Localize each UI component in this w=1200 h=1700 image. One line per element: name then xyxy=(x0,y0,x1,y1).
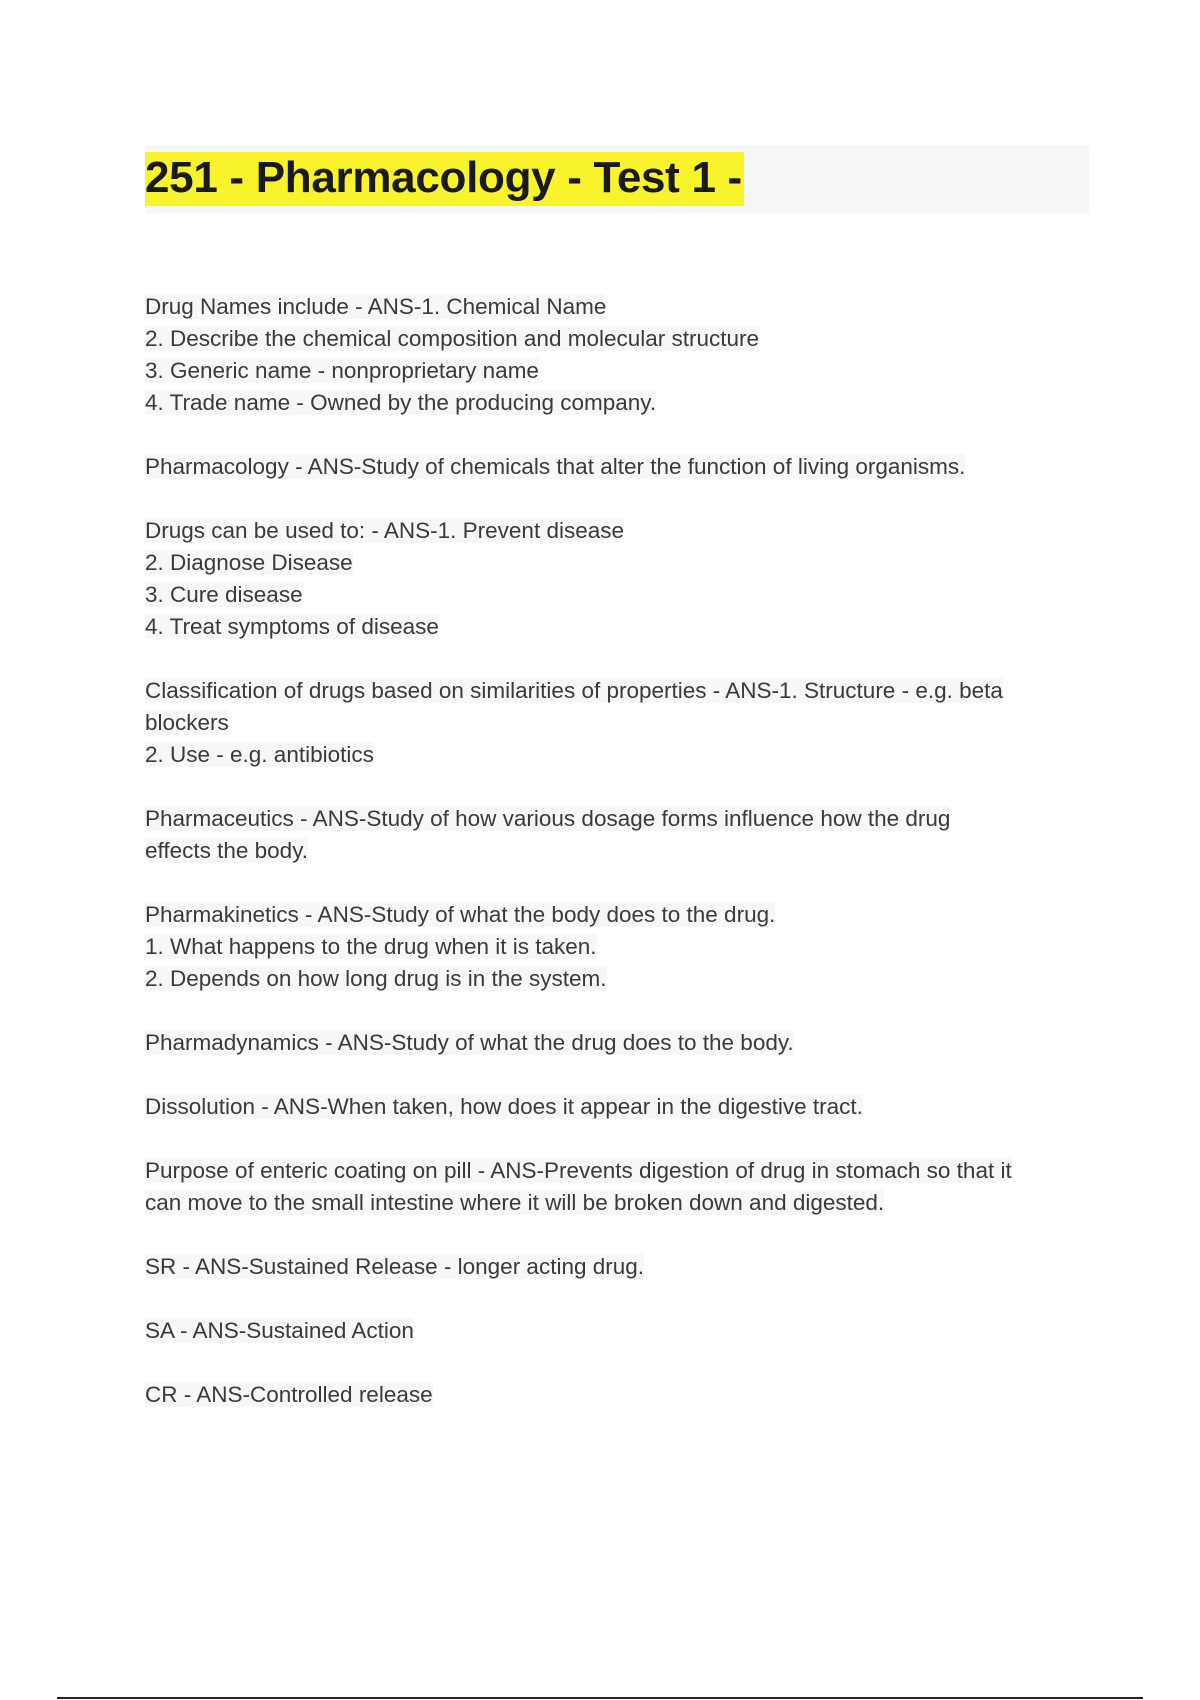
qa-line xyxy=(145,579,1089,611)
qa-line xyxy=(145,451,1089,483)
qa-text: 3. Generic name - nonproprietary name xyxy=(145,358,539,383)
qa-block-pharmakinetics xyxy=(145,899,1089,995)
qa-text: SR - ANS-Sustained Release - longer acting drug. xyxy=(145,1254,645,1279)
qa-line xyxy=(145,963,1089,995)
qa-line xyxy=(145,675,1089,707)
qa-line xyxy=(145,1027,1089,1059)
title-bar xyxy=(145,145,1089,213)
qa-text: SA - ANS-Sustained Action xyxy=(145,1318,414,1343)
qa-line xyxy=(145,1315,1089,1347)
qa-line xyxy=(145,515,1089,547)
qa-line xyxy=(145,803,1089,835)
qa-text: effects the body. xyxy=(145,838,309,863)
qa-text: 3. Cure disease xyxy=(145,582,303,607)
qa-line xyxy=(145,291,1089,323)
qa-line xyxy=(145,355,1089,387)
qa-text: Dissolution - ANS-When taken, how does it appear in the digestive tract. xyxy=(145,1094,863,1119)
qa-text: 1. What happens to the drug when it is taken. xyxy=(145,934,597,959)
qa-block-sa xyxy=(145,1315,1089,1347)
qa-text: Pharmakinetics - ANS-Study of what the body does to the drug. xyxy=(145,902,776,927)
qa-text: blockers xyxy=(145,710,229,735)
qa-text: Drugs can be used to: - ANS-1. Prevent disease xyxy=(145,518,625,543)
qa-block-cr xyxy=(145,1379,1089,1411)
qa-text: 2. Describe the chemical composition and molecular structure xyxy=(145,326,760,351)
qa-line xyxy=(145,323,1089,355)
qa-text: Drug Names include - ANS-1. Chemical Name xyxy=(145,294,607,319)
qa-line xyxy=(145,1251,1089,1283)
qa-list xyxy=(145,291,1089,1411)
qa-text: 2. Diagnose Disease xyxy=(145,550,353,575)
qa-block-pharmadynamics xyxy=(145,1027,1089,1059)
qa-text: Purpose of enteric coating on pill - ANS-Prevents digestion of drug in stomach so that it xyxy=(145,1158,1012,1183)
qa-text: 2. Depends on how long drug is in the system. xyxy=(145,966,607,991)
qa-text: Pharmaceutics - ANS-Study of how various dosage forms influence how the drug xyxy=(145,806,951,831)
qa-text: Pharmacology - ANS-Study of chemicals that alter the function of living organisms. xyxy=(145,454,966,479)
qa-line xyxy=(145,1187,1089,1219)
qa-text: Classification of drugs based on similarities of properties - ANS-1. Structure - e.g. beta xyxy=(145,678,1003,703)
qa-text: Pharmadynamics - ANS-Study of what the drug does to the body. xyxy=(145,1030,794,1055)
qa-line xyxy=(145,611,1089,643)
qa-line xyxy=(145,387,1089,419)
footer-divider xyxy=(57,1697,1143,1699)
qa-line xyxy=(145,1379,1089,1411)
qa-line xyxy=(145,547,1089,579)
qa-block-drug-uses xyxy=(145,515,1089,643)
qa-text: 4. Treat symptoms of disease xyxy=(145,614,439,639)
qa-block-pharmacology xyxy=(145,451,1089,483)
qa-line xyxy=(145,1091,1089,1123)
qa-line xyxy=(145,739,1089,771)
qa-block-dissolution xyxy=(145,1091,1089,1123)
qa-block-enteric-coating xyxy=(145,1155,1089,1219)
qa-block-classification xyxy=(145,675,1089,771)
qa-line xyxy=(145,707,1089,739)
document-title: 251 - Pharmacology - Test 1 - xyxy=(145,152,744,206)
qa-block-pharmaceutics xyxy=(145,803,1089,867)
qa-line xyxy=(145,1155,1089,1187)
qa-line xyxy=(145,931,1089,963)
qa-text: CR - ANS-Controlled release xyxy=(145,1382,433,1407)
qa-text: can move to the small intestine where it will be broken down and digested. xyxy=(145,1190,885,1215)
qa-block-sr xyxy=(145,1251,1089,1283)
qa-text: 2. Use - e.g. antibiotics xyxy=(145,742,374,767)
qa-line xyxy=(145,835,1089,867)
document-page xyxy=(145,145,1089,1443)
qa-line xyxy=(145,899,1089,931)
qa-text: 4. Trade name - Owned by the producing company. xyxy=(145,390,657,415)
qa-block-drug-names xyxy=(145,291,1089,419)
